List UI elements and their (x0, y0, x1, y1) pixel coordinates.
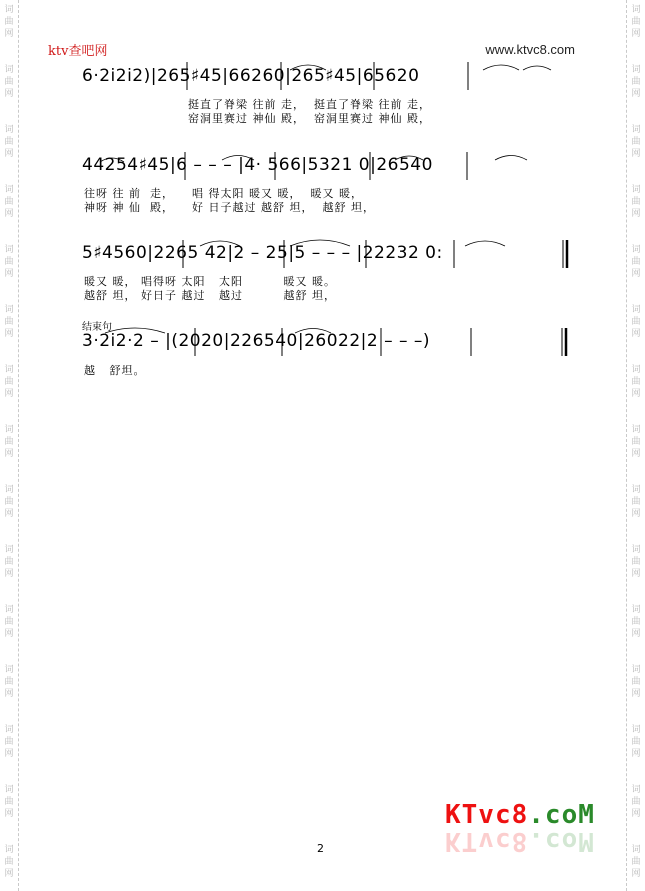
row-4-notes: 3·2i2·2 – |(2020|226540|26022|2 – – –) (82, 331, 431, 351)
watermark-text: 词 曲 网 (4, 305, 14, 339)
watermark-text: 词 曲 网 (631, 725, 641, 759)
watermark-text: 词 曲 网 (631, 425, 641, 459)
watermark-text: 词 曲 网 (631, 185, 641, 219)
ending-label: 结束句 (82, 322, 112, 333)
watermark-text: 词 曲 网 (4, 185, 14, 219)
watermark-text: 词 曲 网 (4, 125, 14, 159)
watermark-text: 词 曲 网 (631, 785, 641, 819)
watermark-text: 词 曲 网 (4, 785, 14, 819)
row-3-lyric-2: 越舒 坦， 好日子 越过 越过 越舒 坦， (84, 289, 336, 302)
row-1-notes: 6·2i2i2)|265♯45|66260|265♯45|65620 (82, 66, 420, 86)
row-2-lyric-2: 神呀 神 仙 殿， 好 日子越过 越舒 坦， 越舒 坦， (84, 201, 375, 214)
row-3-lyric-1: 暖又 暖， 唱得呀 太阳 太阳 暖又 暖。 (84, 275, 336, 288)
watermark-text: 词 曲 网 (631, 545, 641, 579)
watermark-text: 词 曲 网 (4, 425, 14, 459)
watermark-text: 词 曲 网 (631, 845, 641, 879)
watermark-text: 词 曲 网 (631, 365, 641, 399)
watermark-text: 词 曲 网 (4, 245, 14, 279)
watermark-text: 词 曲 网 (631, 485, 641, 519)
watermark-text: 词 曲 网 (4, 485, 14, 519)
watermark-text: 词 曲 网 (4, 665, 14, 699)
site-url: www.ktvc8.com (485, 42, 575, 57)
watermark-text: 词 曲 网 (631, 65, 641, 99)
row-3-notes: 5♯4560|2265 42|2 – 25|5 – – – |22232 0: (82, 243, 443, 263)
site-name: ktv查吧网 (48, 44, 108, 59)
page-number: 2 (317, 842, 324, 855)
watermark-text: 词 曲 网 (4, 845, 14, 879)
watermark-text: 词 曲 网 (4, 65, 14, 99)
row-2-lyric-1: 往呀 往 前 走， 唱 得太阳 暖又 暖， 暖又 暖， (84, 187, 363, 200)
watermark-text: 词 曲 网 (631, 665, 641, 699)
watermark-text: 词 曲 网 (631, 605, 641, 639)
watermark-text: 词 曲 网 (4, 605, 14, 639)
ktvc8-logo: KTvc8.coM (445, 800, 595, 830)
watermark-text: 词 曲 网 (4, 365, 14, 399)
watermark-text: 词 曲 网 (631, 125, 641, 159)
watermark-text: 词 曲 网 (4, 725, 14, 759)
row-1-lyric-2: 窑洞里赛过 神仙 殿， 窑洞里赛过 神仙 殿， (188, 112, 431, 125)
watermark-text: 词 曲 网 (4, 5, 14, 39)
row-2-notes: 44254♯45|6 – – – |4· 566|5321 0|26540 (82, 155, 433, 175)
row-1-lyric-1: 挺直了脊梁 往前 走， 挺直了脊梁 往前 走， (188, 98, 431, 111)
watermark-text: 词 曲 网 (631, 305, 641, 339)
watermark-text: 词 曲 网 (631, 245, 641, 279)
watermark-text: 词 曲 网 (631, 5, 641, 39)
ktvc8-logo-reflection: KTvc8.coM (445, 826, 595, 856)
row-4-lyric-1: 越 舒坦。 (84, 364, 146, 377)
watermark-text: 词 曲 网 (4, 545, 14, 579)
